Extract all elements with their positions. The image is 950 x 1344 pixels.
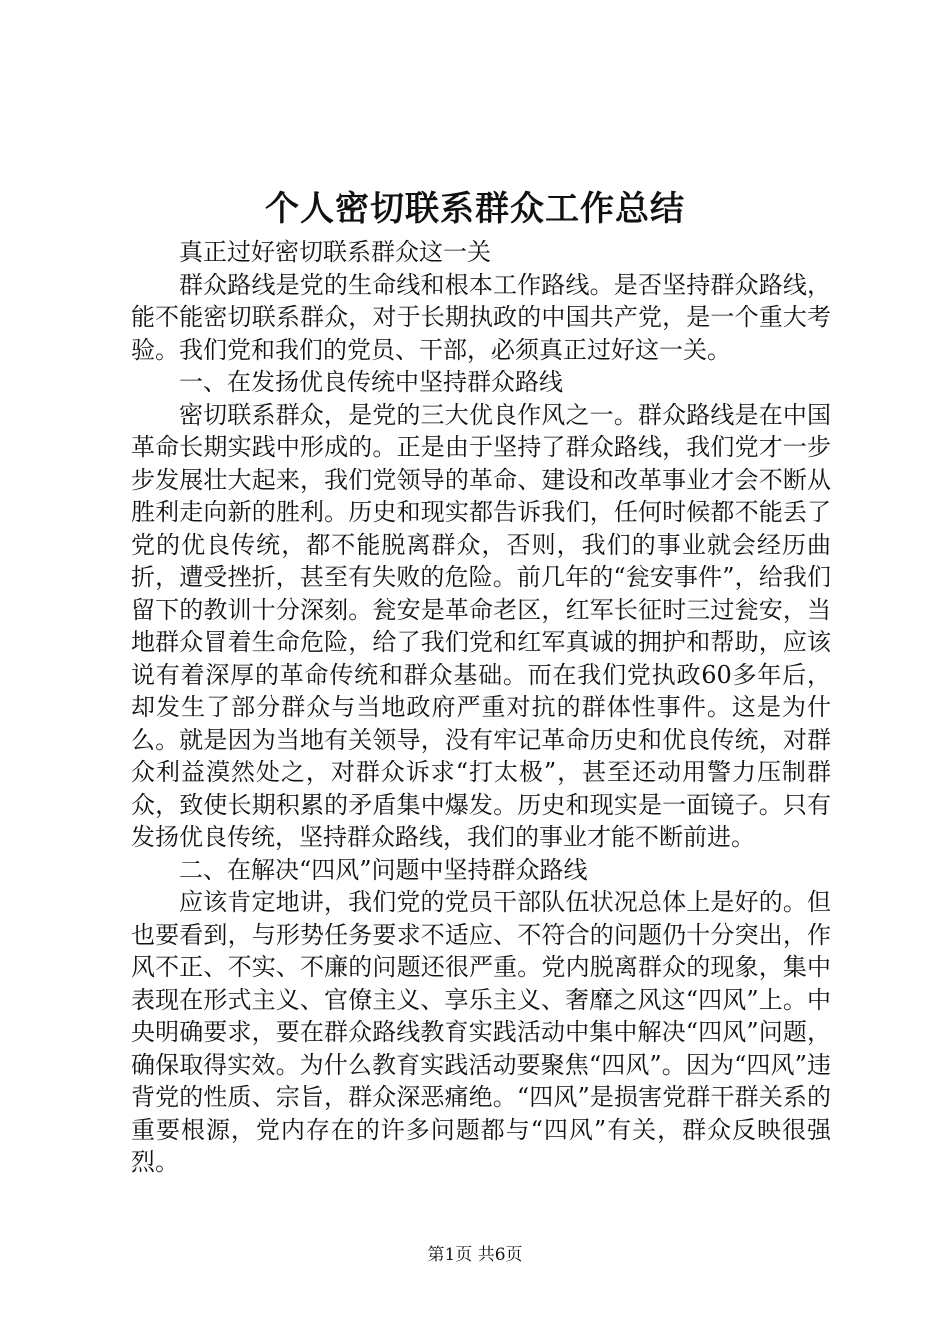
paragraph-section-2: 应该肯定地讲，我们党的党员干部队伍状况总体上是好的。但也要看到，与形势任务要求不适应、不符合的问题仍十分突出，作风不正、不实、不廉的问题还很严重。党内脱离群众的现象，集中表现在形式主义、官僚主义、享乐主义、奢靡之风这“四风”上。中央明确要求，要在群众路线教育实践活动中集中解决“四风”问题，确保取得实效。为什么教育实践活动要聚焦“四风”。因为“四风”违背党的性质、宗旨，群众深恶痛绝。“四风”是损害党群干群关系的重要根源，党内存在的许多问题都与“四风”有关，群众反映很强烈。 <box>131 888 831 1176</box>
page-number-footer: 第1页 共6页 <box>427 1245 523 1265</box>
paragraph-section-1: 密切联系群众，是党的三大优良作风之一。群众路线是在中国革命长期实践中形成的。正是由于坚持了群众路线，我们党才一步步发展壮大起来，我们党领导的革命、建设和改革事业才会不断从胜利走向新的胜利。历史和现实都告诉我们，任何时候都不能丢了党的优良传统，都不能脱离群众，否则，我们的事业就会经历曲折，遭受挫折，甚至有失败的危险。前几年的“瓮安事件”，给我们留下的教训十分深刻。瓮安是革命老区，红军长征时三过瓮安，当地群众冒着生命危险，给了我们党和红军真诚的拥护和帮助，应该说有着深厚的革命传统和群众基础。而在我们党执政60多年后，却发生了部分群众与当地政府严重对抗的群体性事件。这是为什么。就是因为当地有关领导，没有牢记革命历史和优良传统，对群众利益漠然处之，对群众诉求“打太极”，甚至还动用警力压制群众，致使长期积累的矛盾集中爆发。历史和现实是一面镜子。只有发扬优良传统，坚持群众路线，我们的事业才能不断前进。 <box>131 400 831 851</box>
paragraph-intro: 群众路线是党的生命线和根本工作路线。是否坚持群众路线，能不能密切联系群众，对于长期执政的中国共产党，是一个重大考验。我们党和我们的党员、干部，必须真正过好这一关。 <box>131 270 831 364</box>
section-heading-2: 二、在解决“四风”问题中坚持群众路线 <box>179 855 588 884</box>
section-heading-1: 一、在发扬优良传统中坚持群众路线 <box>179 368 563 396</box>
document-body <box>131 236 831 1179</box>
paragraph-subtitle: 真正过好密切联系群众这一关 <box>179 238 491 266</box>
document-title: 个人密切联系群众工作总结 <box>265 189 685 229</box>
